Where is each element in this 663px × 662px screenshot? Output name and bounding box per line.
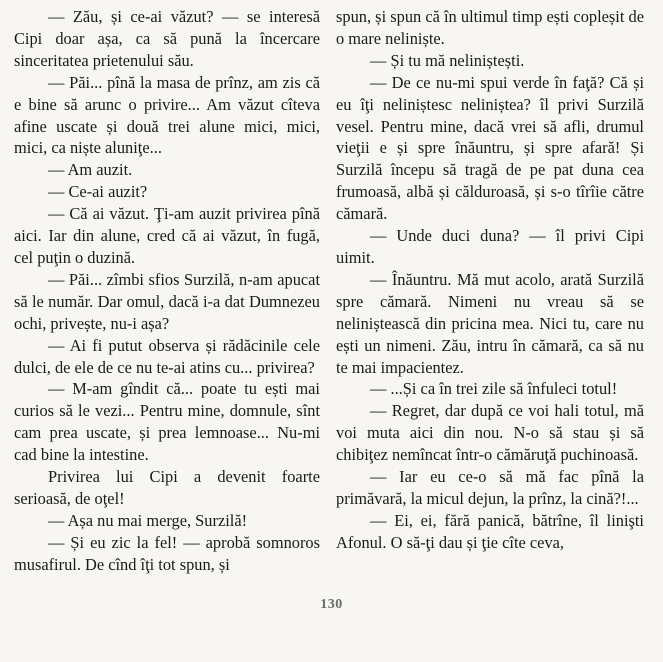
left-column [14,6,320,576]
paragraph: — Așa nu mai merge, Surzilă! [48,510,248,530]
paragraph: — Regret, dar după ce voi hali totul, mă voi muta aici din nou. N-o să stau și să chibiţez nemîncat într-o cămăruţă puchinoasă. [336,401,644,465]
right-column [336,6,644,554]
paragraph: — Am auzit. [48,160,133,180]
paragraph: — Ai fi putut observa și rădăcinile cele dulci, de ele de ce nu te-ai atins cu... privirea? [14,335,320,377]
paragraph: — Păi... pînă la masa de prînz, am zis că e bine să arunc o privire... Am văzut cîteva afine uscate și două trei alune mici, mici, mici, ca niște aluniţe... [14,72,320,158]
page-number: 130 [320,597,343,612]
paragraph: — ...Și ca în trei zile să înfuleci totul! [370,379,618,399]
paragraph-continued: spun, și spun că în ultimul timp ești copleșit de o mare neliniște. [336,7,644,48]
paragraph: — Și tu mă neliniștești. [370,50,525,70]
paragraph: — Ce-ai auzit? [48,182,148,202]
paragraph: — Că ai văzut. Ţi-am auzit privirea pînă aici. Iar din alune, cred că ai văzut, în fugă, cel puţin o duzină. [14,204,320,267]
paragraph: — M-am gîndit că... poate tu ești mai curios să le vezi... Pentru mine, domnule, sînt cam prea uscate, și prea lemnoase... Nu-mi cad bine la intestine. [14,379,320,465]
paragraph: — Iar eu ce-o să mă fac pînă la primăvară, la micul dejun, la prînz, la cină?!... [336,467,644,508]
paragraph: — Înăuntru. Mă mut acolo, arată Surzilă spre cămară. Nimeni nu vreau să se neliniștească din pricina mea. Nici tu, care nu ești un nimeni. Zău, intru în cămară, ca să nu te mai impacientez. [336,269,644,377]
paragraph: Privirea lui Cipi a devenit foarte serioasă, de oţel! [14,467,320,508]
paragraph: — Ei, ei, fără panică, bătrîne, îl linişti Afonul. O să-ţi dau și ţie cîte ceva, [336,510,644,552]
paragraph: — De ce nu-mi spui verde în faţă? Că și eu îţi neliniștesc neliniștea? îl privi Surzilă vesel. Pentru mine, dacă vrei să afli, drumul vieţii e și spre înăuntru, și spre afară! Și Surzilă începu să tragă de pe pat duna cea frumoasă, albă și călduroasă, și s-o tîrîie către cămară. [336,72,644,224]
paragraph: — Unde duci duna? — îl privi Cipi uimit. [336,226,644,267]
paragraph: — Păi... zîmbi sfios Surzilă, n-am apucat să le număr. Dar omul, dacă i-a dat Dumnezeu ochi, privește, nu-i așa? [14,269,320,333]
paragraph: — Și eu zic la fel! — aprobă somnoros musafirul. De cînd îţi tot spun, și [14,532,320,574]
paragraph: — Zău, și ce-ai văzut? — se interesă Cipi doar așa, ca să pună la încercare sinceritatea prietenului său. [14,7,320,70]
